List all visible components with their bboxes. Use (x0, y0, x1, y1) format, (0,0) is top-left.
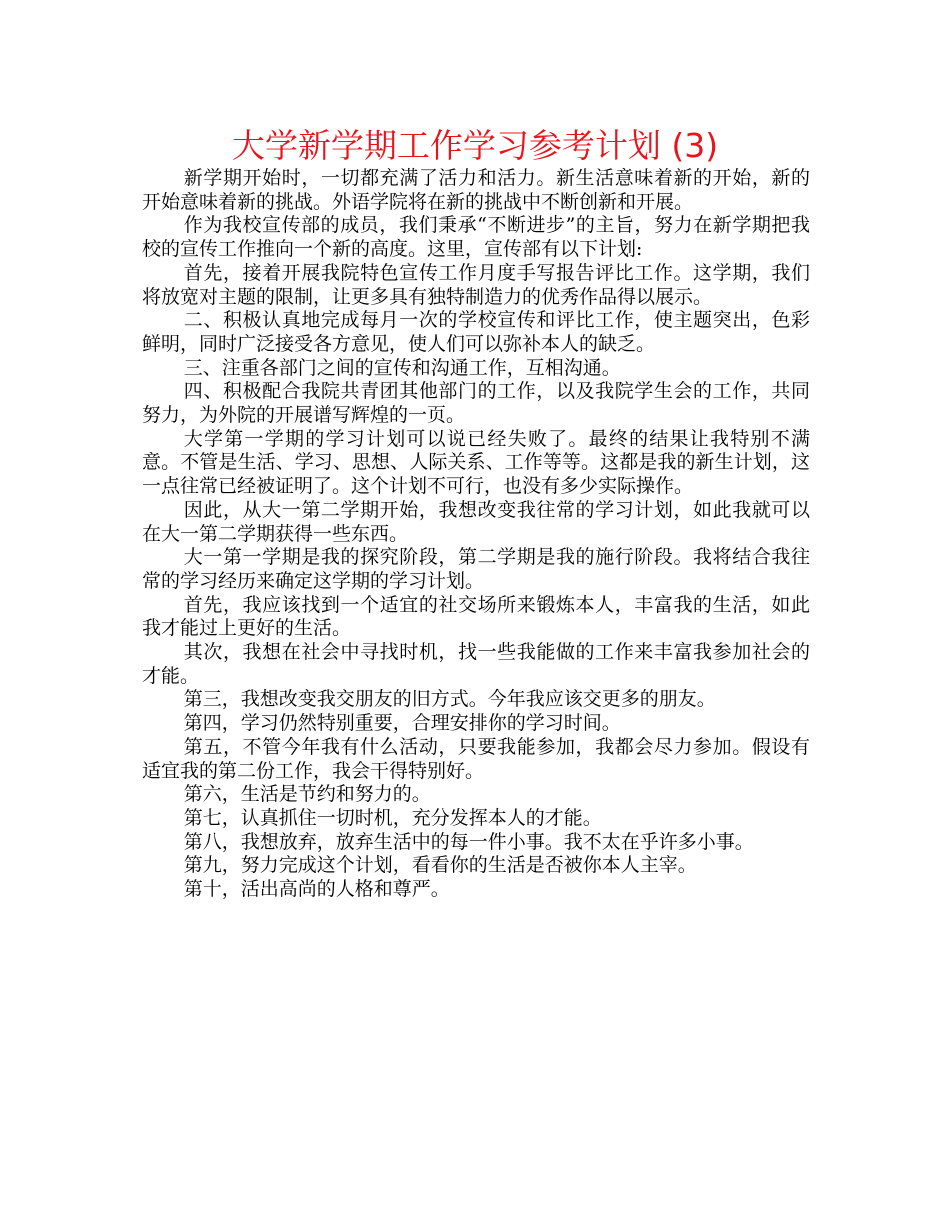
paragraph: 大一第一学期是我的探究阶段，第二学期是我的施行阶段。我将结合我往常的学习经历来确定这学期的学习计划。 (142, 546, 810, 592)
paragraph: 第三，我想改变我交朋友的旧方式。今年我应该交更多的朋友。 (183, 688, 716, 711)
paragraph: 四、积极配合我院共青团其他部门的工作，以及我院学生会的工作，共同努力，为外院的开展谱写辉煌的一页。 (142, 380, 810, 427)
paragraph: 首先，我应该找到一个适宜的社交场所来锻炼本人，丰富我的生活，如此我才能过上更好的生活。 (142, 593, 810, 640)
paragraph: 首先，接着开展我院特色宣传工作月度手写报告评比工作。这学期，我们将放宽对主题的限制，让更多具有独特制造力的优秀作品得以展示。 (142, 261, 810, 308)
document-title: 大学新学期工作学习参考计划 (3) (231, 126, 719, 165)
paragraph: 大学第一学期的学习计划可以说已经失败了。最终的结果让我特别不满意。不管是生活、学习、思想、人际关系、工作等等。这都是我的新生计划，这一点往常已经被证明了。这个计划不可行，也没有多少实际操作。 (142, 427, 810, 498)
document-body (142, 167, 810, 902)
paragraph: 第七，认真抓住一切时机，充分发挥本人的才能。 (183, 806, 602, 829)
paragraph: 第九，努力完成这个计划，看看你的生活是否被你本人主宰。 (183, 854, 697, 877)
paragraph: 作为我校宣传部的成员，我们秉承“不断进步”的主旨，努力在新学期把我校的宣传工作推向一个新的高度。这里，宣传部有以下计划: (142, 214, 810, 261)
paragraph: 三、注重各部门之间的宣传和沟通工作，互相沟通。 (183, 356, 621, 379)
paragraph: 第十，活出高尚的人格和尊严。 (183, 878, 450, 901)
paragraph: 其次，我想在社会中寻找时机，找一些我能做的工作来丰富我参加社会的才能。 (142, 641, 810, 687)
paragraph: 新学期开始时，一切都充满了活力和活力。新生活意味着新的开始，新的开始意味着新的挑战。外语学院将在新的挑战中不断创新和开展。 (142, 167, 810, 213)
paragraph: 第八，我想放弃，放弃生活中的每一件小事。我不太在乎许多小事。 (183, 830, 754, 853)
paragraph: 第六，生活是节约和努力的。 (183, 783, 431, 806)
paragraph: 因此，从大一第二学期开始，我想改变我往常的学习计划，如此我就可以在大一第二学期获得一些东西。 (142, 498, 810, 545)
paragraph: 第五，不管今年我有什么活动，只要我能参加，我都会尽力参加。假设有适宜我的第二份工作，我会干得特别好。 (142, 735, 810, 782)
paragraph: 二、积极认真地完成每月一次的学校宣传和评比工作，使主题突出，色彩鲜明，同时广泛接受各方意见，使人们可以弥补本人的缺乏。 (142, 309, 810, 355)
paragraph: 第四，学习仍然特别重要，合理安排你的学习时间。 (183, 712, 621, 735)
